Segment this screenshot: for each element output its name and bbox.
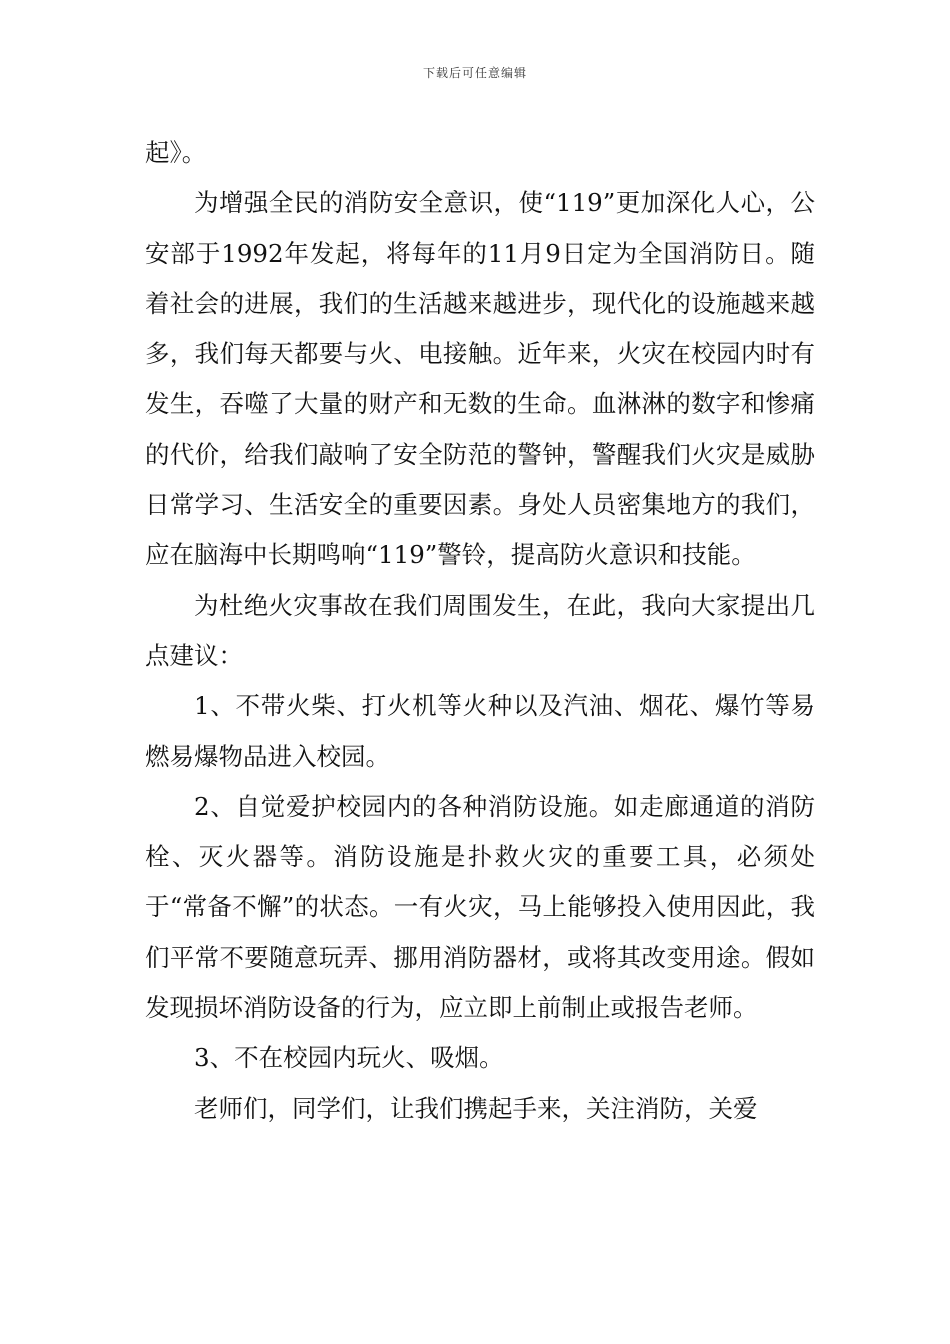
paragraph-suggestion-3: 3、不在校园内玩火、吸烟。	[194, 1043, 504, 1073]
paragraph-suggestions-intro: 为杜绝火灾事故在我们周围发生，在此，我向大家提出几点建议：	[145, 590, 815, 670]
paragraph-suggestion-2: 2、自觉爱护校园内的各种消防设施。如走廊通道的消防栓、灭火器等。消防设施是扑救火灾的重要工具，必须处于“常备不懈”的状态。一有火灾，马上能够投入使用因此，我们平常不要随意玩弄、挪用消防器材，或将其改变用途。假如发现损坏消防设备的行为，应立即上前制止或报告老师。	[145, 791, 815, 1023]
paragraph-fire-day: 为增强全民的消防安全意识，使“119”更加深化人心，公安部于1992年发起，将每年的11月9日定为全国消防日。随着社会的进展，我们的生活越来越进步，现代化的设施越来越多，我们每天都要与火、电接触。近年来，火灾在校园内时有发生，吞噬了大量的财产和无数的生命。血淋淋的数字和惨痛的代价，给我们敲响了安全防范的警钟，警醒我们火灾是威胁日常学习、生活安全的重要因素。身处人员密集地方的我们，应在脑海中长期鸣响“119”警铃，提高防火意识和技能。	[145, 188, 815, 570]
document-body	[145, 128, 815, 1134]
paragraph-continuation: 起》。	[145, 138, 207, 167]
paragraph-closing: 老师们，同学们，让我们携起手来，关注消防，关爱	[194, 1093, 758, 1123]
page-header: 下载后可任意编辑	[422, 66, 527, 80]
paragraph-suggestion-1: 1、不带火柴、打火机等火种以及汽油、烟花、爆竹等易燃易爆物品进入校园。	[145, 691, 815, 771]
